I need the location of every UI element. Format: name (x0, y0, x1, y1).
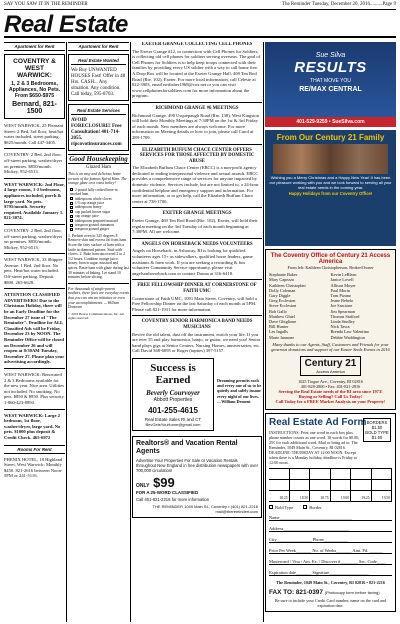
agent-name: Steve Eccleston (269, 303, 297, 309)
divider (4, 148, 65, 149)
word-box[interactable] (351, 469, 372, 480)
article-body: Cornerstone of Faith UMC, 1091 Main Street, Coventry, will hold a Free Fellowship Dinner on the last Saturday of each month at 5PM. Please call 821-1931 for more information. (132, 295, 257, 312)
agent-email: BevGetsYouHome@gmail.com (145, 421, 201, 427)
century21-office-ad (265, 249, 396, 410)
agent-name: Matthew Ghiel (269, 313, 295, 319)
article-body: The Elizabeth Buffum Chace Center (EBCC) is a non-profit agency dedicated to ending interpersonal violence and sexual assault. EBCC provides a comprehensive range of services for anyone impacted by domestic violence. Services include, but are not limited to, a 24-hour confidential helpline and emergency support and information. For more information, or to get help, call the Elizabeth Buffum Chace center at 738-1700. (132, 165, 259, 204)
word-box[interactable]: 18.50 (290, 491, 311, 502)
price-field[interactable]: Price Per Week_______ No. of Weeks_______ Amt. Pd. ______ (269, 548, 392, 554)
ad-details: 1, 2 & 3 Bedrooms, Appliances, No Pets. From $650-$975 (8, 81, 61, 99)
word-box[interactable]: 19.50 (372, 491, 393, 502)
ad-tagline: Real Estate Sales RI and CT (144, 416, 202, 422)
divider (4, 409, 65, 410)
recipe-intro: This is an easy and delicious home version of the famous Spiral Ham. The orange glaze on a roast turkey? (68, 172, 127, 186)
realtors-promo-ad (132, 436, 262, 518)
divider (4, 288, 65, 289)
divider (68, 283, 129, 284)
ad-message-highlight: Happy Holidays from our Coventry Office! (288, 191, 373, 197)
classified-ad: COVENTRY: 2 Bed, 2nd floor, off-street parking, washer/dryer on premises. $850/month. Mickey, 952-6513. (4, 227, 63, 250)
fax-line (269, 589, 392, 596)
category-header: Real Estate Services (71, 107, 126, 115)
office-owners: From left: Kathleen Christopherson, Broker/Owner (287, 265, 374, 270)
word-box[interactable] (290, 480, 311, 491)
article (132, 242, 262, 277)
classified-ad: We Buy UNWANTED HOUSES Fast! Offer in 48 Hrs. CASH... Any situation. Any condition. Call today, 595-8703. (71, 68, 126, 97)
ad-offer: FOR A 25-WORD CLASSIFIED (136, 489, 199, 495)
article (132, 211, 262, 234)
article (132, 42, 262, 99)
ad-message: Wishing you a Merry Christmas and a Happy New Year! It has been our pleasure working with you and we look forward to serving all your real estate needs in the coming year. (269, 175, 392, 190)
remax-agent-ad (265, 42, 396, 127)
address-field[interactable]: Address______________________________ (269, 526, 392, 532)
office-cta: Buying or Selling? Call Us Today! (298, 394, 363, 400)
office-address: 1025 Tiogue Ave., Coventry, RI 02816 (298, 378, 363, 384)
checkbox-icon (70, 210, 73, 213)
classified-ad: WEST WARWICK: Large 2 bedroom, 1st floor, washer/dryer, large yard. No pets. $1000 plus deposit & Credit Check. 465-6972 (4, 412, 61, 440)
agent-name: Kathleen Christopher (269, 282, 306, 288)
runner-right: The Reminder Tuesday, December 20, 2016..........Page 9 (281, 2, 396, 7)
divider (4, 178, 65, 179)
agent-name: Jeane Rebelo (330, 298, 354, 304)
ad-tagline: THAT MOVE YOU (310, 78, 351, 84)
ad-headline: Realtors® and Vacation Rental Agents (136, 439, 238, 455)
agent-name: Allison Moyer (330, 282, 356, 288)
ingredient-item: 2 pound fully cooked bone-in smoked ham (70, 187, 118, 197)
word-box[interactable]: 19.00 (331, 491, 352, 502)
category-header: Rooms For Rent (4, 445, 65, 454)
checkbox-icon (70, 197, 73, 200)
agent-name: Dolly Coleman (269, 287, 296, 293)
agent-name: Janice Lovell (330, 277, 354, 283)
realtor-ad (132, 358, 214, 431)
agent-phone: 401-255-4615 (148, 405, 198, 415)
agent-name: Gary Diggle (269, 293, 291, 299)
display-ad-column (265, 42, 396, 622)
agent-name: Beverly Courvoyer (146, 388, 200, 397)
ingredient-item: teaspoon ground ginger (70, 227, 129, 231)
agent-name: Mary Capezza (269, 277, 294, 283)
ad-contact: Bernard, 821-1500 (12, 101, 57, 115)
classified-ad: WEST WARWICK, 25 Pleasant Street: 2 Bed, 3rd floor, heat/hot water included, street parking. $825/month. Call 447-3405. (4, 123, 64, 145)
expiration-field[interactable]: Expiration date_______ Signature__________________ (269, 570, 392, 576)
agent-contact: 401-529-9259 • SueSilva.com (265, 117, 396, 127)
form-instructions: INSTRUCTIONS: Print one word in each box plus phone number counts as one word. 10 words for $0.00, 25¢ for each additional word. Mail or bring ad to: The Reminder, 1049 Main St., Coventry, RI 02816. DEADLINE: THURSDAY AT 12:00 NOON. Except when there is a Monday holiday, deadline is Friday at 12:00 noon. (269, 429, 360, 465)
word-box[interactable] (372, 469, 393, 480)
article-body: Angels on Horseback, in Ashaway, RI is looking for qualified volunteers ages 15+ as sidewalkers, qualified horse leaders, game assistants & farm work. If you are seeking a rewarding & fun volunteer Community Service opportunity, please visit angelsonhorseback.com or contact Donna at 316-6418. (132, 248, 253, 276)
word-box[interactable] (310, 469, 331, 480)
running-header (4, 2, 396, 10)
ingredient-item: cup packed brown sugar (70, 210, 129, 214)
word-entry-grid (269, 468, 392, 502)
checkbox-icon (70, 188, 73, 191)
word-box[interactable] (269, 480, 290, 491)
recipe-steps: 1. Preheat oven to 325 degrees F. Remove skin and excess fat from ham. Score the fatty surface of ham with a knife in diamond pattern. Stud with cloves. 2. Bake ham uncovered 2 to 2 1/2 hours. Combine orange juice, honey, brown sugar, mustard and spices. Baste ham with glaze during last 30 minutes of baking. Let stand 10 minutes before slicing. (68, 233, 129, 280)
form-title: Real Estate Ad Form (269, 416, 367, 428)
column-rule (66, 42, 67, 622)
divider (4, 224, 65, 225)
article-headline: EXETER GRANGE MEETINGS (162, 211, 232, 217)
article-body: Richmond Grange, 490 Usquepaugh Road (Rte. 138), West Kingston will hold their Monthly Meetings at 7:30PM on the 1st & 3rd Friday of each month. New members are always welcome. For more information on Meeting details or how to join, please call Carol at 289-1709. (132, 112, 260, 140)
century21-logo: Century 21 Access America (300, 356, 362, 376)
article-headline: ELIZABETH BUFFUM CHACE CENTER OFFERS SERVICES FOR THOSE AFFECTED BY DOMESTIC ABUSE (139, 147, 255, 164)
runner-left: SAY YOU SAW IT IN THE REMINDER (4, 2, 88, 7)
quote: Dreaming permits each and every one of us to be quietly and safely insane every night of our lives. —William Dement (217, 377, 262, 404)
ad-headline: RESULTS (294, 59, 367, 76)
article-body: The Exeter Grange #12, in connection with Cell Phones for Soldiers, is collecting old cell phones for soldiers serving overseas. The goal of Cell Phones for Soldiers is to help keep troops connected with their families by providing every US soldier with a way to call home free. A Drop Box will be located at the Exeter Grange Hall, 469 Ten Rod Road (Rte. 102), Exeter. For more local information, call Celeste at 822-3903, email netfisher1968@cox.net or you can visit www.cellphonesforsoldiers.com for more information about the program. (132, 48, 261, 99)
ingredient-item: teaspoon ground cinnamon (70, 223, 129, 227)
classified-ad: COVENTRY: 2 Bed, 2nd floor, off-street parking, washer/dryer on premises. $850/month. Mickey, 952-6513. (4, 152, 63, 175)
checkbox-icon (70, 206, 73, 209)
checkbox-icon (70, 224, 73, 227)
office-title: The Coventry Office of Century 21 Access America (270, 253, 391, 265)
mail-address: The Reminder, 1049 Main St., Coventry, RI 02816 • 821-2216 (276, 579, 385, 585)
classified-ad: WEST WARWICK, 33 Shippee Avenue: 1 Bed, 2nd floor. No pets. Heat/hot water included. Off-street parking. Deposit $800. 265-6628. (4, 257, 63, 285)
recipe-feature (68, 154, 129, 170)
article (132, 148, 262, 205)
word-box[interactable] (290, 469, 311, 480)
office-claim: Serving the Real Estate needs of the RI area since 1973! (278, 389, 383, 395)
agent-list-left (269, 272, 331, 340)
ad-headline: Success is Earned (150, 361, 196, 386)
fax-note: (Photocopy form before faxing) (324, 589, 380, 595)
agent-roster (269, 272, 392, 340)
recipe-title: Glazed Ham (85, 165, 112, 170)
wanted-box (68, 54, 129, 101)
divider (132, 279, 262, 280)
checkbox-icon (70, 215, 73, 218)
agent-name: Linda Studley (330, 319, 355, 325)
agent-name: Nick Tasca (330, 324, 350, 330)
agent-name: Greg Eccleston (269, 298, 296, 304)
section-masthead (4, 11, 396, 38)
recipe-masthead: Good Housekeeping (69, 155, 128, 163)
agent-name: Bob Gallo (269, 308, 287, 314)
agent-name: Stephanie Baker (269, 272, 298, 278)
ad-headline: From Our Century 21 Family (276, 133, 385, 142)
fax-number: FAX TO: 821-0397 (269, 588, 323, 596)
copyright: © 2016 Hearst Communications, Inc. All rights reserved. (68, 311, 124, 320)
coventry-rental-ad (4, 54, 65, 119)
office-analysis: Call Today for a FREE Market Analysis on your Property! (275, 399, 386, 405)
agent-name: Sue Silva (315, 52, 346, 59)
ingredient-item: tablespoons prepared mustard (70, 219, 129, 223)
word-box[interactable]: 18.25 (269, 491, 290, 502)
bold-type-checkbox[interactable]: Bold Type (269, 505, 293, 510)
divider (132, 144, 262, 145)
agency-name: RE/MAX CENTRAL (299, 86, 362, 93)
classified-column-1 (4, 42, 65, 622)
divider (132, 102, 262, 103)
ad-body: Advertise Your Properties For Sale or Vacation Rentals throughout New England in free distribution newspapers with over 700,000 circulation! (136, 457, 258, 473)
word-box[interactable] (351, 480, 372, 491)
word-box[interactable] (269, 469, 290, 480)
article-body: Exeter Grange, 469 Ten Rod Road (Rte. 102), Exeter, will hold their regular meeting on the 3rd Tuesday of each month beginning at 7:30PM. All are welcome. (132, 218, 258, 235)
divider (132, 315, 262, 316)
agent-name: Joe Sarcione (330, 303, 353, 309)
word-box[interactable] (310, 480, 331, 491)
team-photo (273, 144, 388, 174)
ingredient-item: cup orange juice (70, 214, 129, 218)
ad-headline: COVENTRY & WEST WARWICK: (13, 58, 56, 79)
ingredient-item: tablespoons whole cloves (70, 197, 129, 201)
card-field[interactable]: Mastercard / Visa / Am. Ex. / Discover #________ Sec. Code____ (269, 559, 392, 565)
holiday-deadline-notice: ATTENTION CLASSIFIED ADVERTISERS! Due to the Christmas Holiday, there will be an Early Deadline for the December 27 issue of "The Reminder". Deadline for ALL Classified Ads will be Friday, December 23 by NOON. The Reminder Office will be closed on December 26 and will reopen at 8:30AM Tuesday, December 27. Please plan your advertising accordingly. (4, 292, 65, 365)
classified-ad: PHENIX HOTEL, 18 Highland Street, West Warwick: Monthly $450. 821-2616 between Noon-5PM or 241-5116. (4, 456, 63, 479)
ad-row (132, 358, 262, 433)
word-box[interactable] (331, 480, 352, 491)
ad-contact: Call 401-821-2216 for more information (136, 496, 210, 502)
column-rule (263, 42, 264, 622)
article-headline: FREE FELLOWSHIP DINNER AT CORNERSTONE OF FAITH UMC (137, 283, 257, 294)
pricing-box: BORDERS $1.50 BOLD TYPE $1.50 (363, 418, 391, 442)
ad-price: ONLY $99 (136, 474, 175, 490)
divider (4, 253, 65, 254)
agent-name: Paul Morin (330, 287, 350, 293)
article-headline: EXETER GRANGE COLLECTING CELL PHONES (141, 42, 253, 47)
agent-name: Bill Hunter (269, 324, 289, 330)
option-checkboxes (269, 505, 392, 510)
agent-name: Thomas Stafford (330, 313, 360, 319)
agent-name: Jim Spearman (330, 308, 355, 314)
ingredient-item: 1/3 cup orange juice (70, 201, 129, 205)
word-box[interactable]: 18.75 (310, 491, 331, 502)
agency-name: Abbott Properties (153, 396, 193, 403)
classified-ad: AVOID FORECLOSURE! Free Consultation! 401-714-2055. ripcovotinsurances.com (71, 118, 122, 147)
form-footer: Be sure to include your Credit Card number, name on the card and expiration date. (274, 597, 387, 608)
services-box (68, 104, 129, 151)
article-headline: COVENTRY SENIOR HARMONICA BAND NEEDS MUSICIANS (141, 319, 253, 330)
section-title: Real Estate (4, 11, 128, 38)
classified-ad: WEST WARWICK: Renovated 2 & 3 Bedrooms available for the new year. Nice area. Utilities not included. No smoking. No pets. $850 & $950. Plus security. 1-860-423-8894. (4, 371, 65, 405)
agent-name: Marie Iannone (269, 334, 295, 340)
ingredient-item: tablespoons honey (70, 205, 129, 209)
article-headline: RICHMOND GRANGE #6 MEETINGS (155, 105, 239, 111)
agent-name: Kevin LeBlanc (330, 272, 357, 278)
divider (132, 238, 262, 239)
article (132, 319, 262, 354)
century21-holiday-ad (265, 130, 396, 246)
article (132, 106, 262, 141)
agent-name: Brenda Law Valentino (330, 329, 370, 335)
office-phone: 401-828-2800 • Fax: 401-821-2816 (300, 383, 361, 389)
article-body: Revive the old talent, dust off the instrument, enrich your life. If you are over 55 and play harmonica, banjo, or guitar, we need you! Senior band plays gigs at Senior Centers, Nursing Homes, anniversaries, etc. Call David 368-6095 or Roger (tupites) 397-5157. (132, 331, 261, 354)
name-field[interactable]: Name_________________________________ (269, 515, 392, 521)
real-estate-ad-form (265, 413, 396, 612)
ingredient-list (70, 188, 129, 232)
divider (132, 207, 262, 208)
word-box[interactable] (331, 469, 352, 480)
community-column (132, 42, 262, 622)
divider (4, 368, 65, 369)
checkbox-icon (70, 219, 73, 222)
article (132, 283, 262, 312)
quote: For thousands of single-parent mothers, these facts are everyday events that you can win an initiative or even your accomplishments. —William Donovan (68, 286, 129, 310)
classified-ad: WEST WARWICK: 2nd Floor, 4 large rooms, 1-2 bedrooms, appliances included, porch & large yard. No pets. $795/month. Security required. Available January 1. 821-3074. (4, 181, 65, 221)
category-header: Real Estate Wanted (71, 57, 126, 65)
office-tagline: Many thanks to our Agents, Staff, Customers and Friends for your generous donations and support of our Easter Seals Events in 2016 (271, 341, 390, 353)
category-header: Apartment for Rent (68, 42, 129, 51)
border-checkbox[interactable]: Border (303, 505, 321, 510)
agent-name: Les Ingalls (269, 329, 288, 335)
category-header: Apartment for Rent (4, 42, 65, 51)
agent-name: Debbie Waddington (330, 334, 365, 340)
checkbox-icon (70, 202, 73, 205)
word-box[interactable] (372, 480, 393, 491)
city-phone-field[interactable]: City________________ Phone___________ (269, 537, 392, 543)
word-box[interactable]: 19.25 (351, 491, 372, 502)
article-headline: ANGELS ON HORSEBACK NEEDS VOLUNTEERS (141, 241, 253, 247)
agent-list-right (331, 272, 393, 340)
agent-name: Tom Pizano (330, 293, 352, 299)
column-rule (130, 42, 131, 622)
agent-name: Dave Ghiglione (269, 319, 297, 325)
classified-column-2 (68, 42, 129, 622)
checkbox-icon (70, 228, 73, 231)
ad-footer: THE REMINDER 1049 Main St., Coventry • (401) 821-2216 mail@theremindert.com (152, 503, 258, 514)
